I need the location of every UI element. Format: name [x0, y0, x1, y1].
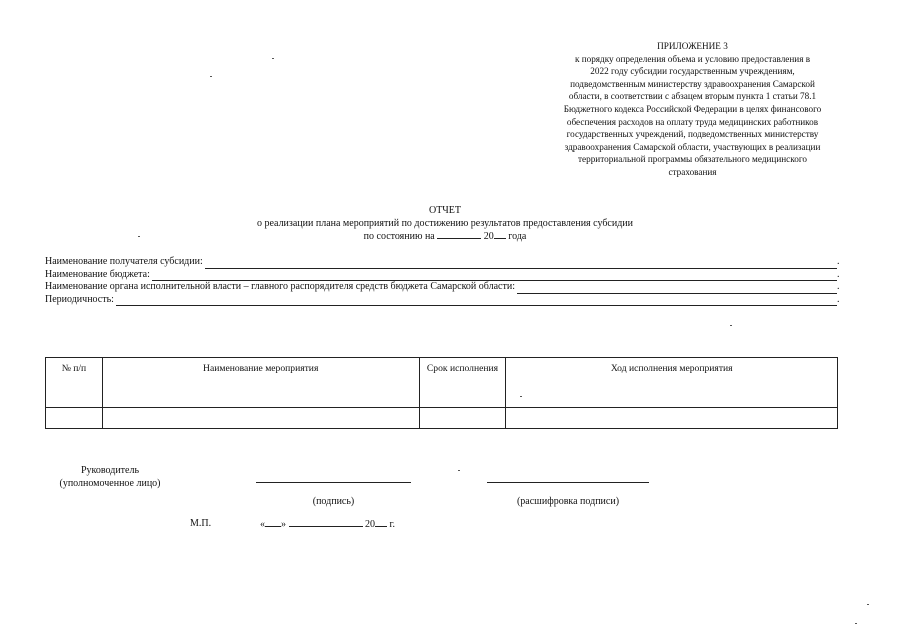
field-label: Периодичность:: [45, 293, 114, 305]
stamp-label: М.П.: [190, 518, 212, 529]
scan-speck: [458, 470, 460, 471]
appendix-line: обеспечения расходов на оплату труда медицинских работников: [566, 116, 819, 127]
signature-date: [260, 517, 395, 532]
field-recipient: [45, 256, 845, 269]
column-header-progress: Ход исполнения мероприятия: [506, 358, 838, 408]
signature-decode-caption: (расшифровка подписи): [516, 496, 620, 507]
appendix-line: здравоохранения Самарской области, участвующих в реализации: [564, 141, 821, 152]
table-cell[interactable]: [506, 408, 838, 429]
appendix-line: подведомственным министерству здравоохранения Самарской: [570, 78, 815, 89]
field-authority: [45, 281, 845, 294]
appendix-line: страхования: [668, 166, 717, 177]
column-header-deadline: Срок исполнения: [419, 358, 506, 408]
table-cell[interactable]: [102, 408, 419, 429]
table-header-row: [46, 358, 838, 408]
signature-caption: (подпись): [312, 496, 355, 507]
field-blank-line: [152, 271, 837, 281]
field-end: .: [837, 293, 840, 305]
field-label: Наименование бюджета:: [45, 268, 150, 280]
date-year: 20: [365, 519, 375, 530]
table-row: [46, 408, 838, 429]
field-end: .: [837, 281, 840, 292]
scan-speck: [138, 236, 140, 237]
scan-speck: [867, 604, 869, 605]
field-end: .: [837, 256, 840, 267]
date-day-blank: [265, 517, 281, 527]
field-periodicity: [45, 294, 845, 307]
report-subtitle: о реализации плана мероприятий по достижению результатов предоставления субсидии: [256, 217, 633, 229]
appendix-line: к порядку определения объема и условию предоставления в: [574, 53, 811, 64]
appendix-line: территориальной программы обязательного медицинского: [578, 154, 807, 165]
column-header-number: № п/п: [46, 358, 103, 408]
signatory-title-line1: Руководитель: [80, 465, 140, 476]
scan-speck: [520, 396, 522, 397]
scan-speck: [855, 623, 857, 624]
scan-speck: [210, 76, 212, 77]
field-budget: [45, 269, 845, 282]
measures-table: [45, 357, 838, 429]
field-blank-line: [517, 284, 837, 294]
report-fields: [45, 256, 845, 306]
table-cell[interactable]: [46, 408, 103, 429]
appendix-line: 2022 году субсидии государственным учреждениям,: [590, 66, 795, 77]
appendix-line: области, в соответствии с абзацем вторым пункта 1 статьи 78.1: [568, 91, 817, 102]
report-date-year: 20: [483, 231, 494, 242]
signatory-title-line2: (уполномоченное лицо): [59, 478, 161, 489]
appendix-line: Бюджетного кодекса Российской Федерации в целях финансового: [563, 103, 822, 114]
date-month-blank: [289, 517, 363, 527]
date-open-quote: «: [260, 519, 265, 530]
date-suffix: г.: [389, 519, 395, 530]
report-date-prefix: по состоянию на: [363, 231, 435, 242]
field-end: .: [837, 268, 840, 280]
field-label: Наименование органа исполнительной власти – главного распорядителя средств бюджета Самарской области:: [45, 281, 515, 292]
report-date: [200, 230, 690, 244]
date-close-quote: »: [281, 519, 286, 530]
signature-decode-line: [487, 482, 649, 483]
report-date-blank: [437, 230, 481, 239]
signature-line: [256, 482, 411, 483]
appendix-header: [525, 40, 860, 179]
field-blank-line: [205, 259, 837, 269]
signatory-title: [50, 464, 170, 490]
report-year-blank: [494, 230, 506, 239]
field-blank-line: [116, 296, 837, 306]
report-date-suffix: года: [508, 231, 527, 242]
scan-speck: [272, 58, 274, 59]
scan-speck: [730, 325, 732, 326]
field-label: Наименование получателя субсидии:: [45, 256, 203, 267]
report-heading: [200, 205, 690, 244]
column-header-measure: Наименование мероприятия: [102, 358, 419, 408]
date-year-blank: [375, 517, 387, 527]
appendix-line: государственных учреждений, подведомственных министерству: [566, 129, 819, 140]
report-title: ОТЧЕТ: [428, 205, 462, 216]
appendix-title: ПРИЛОЖЕНИЕ 3: [657, 41, 728, 51]
table-cell[interactable]: [419, 408, 506, 429]
